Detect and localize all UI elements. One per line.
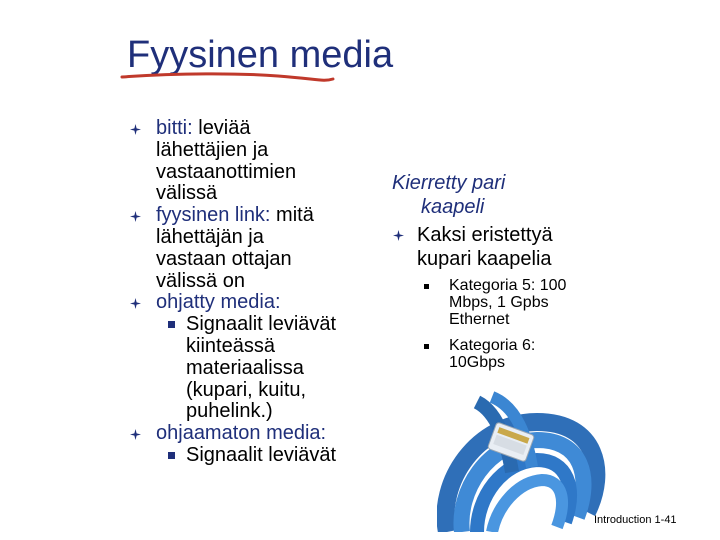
- item-text: lähettäjien ja: [156, 138, 269, 161]
- slide-title: Fyysinen media: [127, 34, 394, 76]
- twisted-pair-heading: [392, 171, 608, 219]
- item-text: vastaanottimien: [156, 160, 297, 183]
- category-text: Mbps, 1 Gpbs: [449, 294, 549, 311]
- category-text: Kategoria 6:: [449, 337, 536, 354]
- diamond-bullet-icon: [130, 211, 141, 222]
- heading-line: kaapeli: [421, 196, 485, 218]
- heading-line: Kierretty pari: [392, 172, 506, 194]
- category-text: Kategoria 5: 100: [449, 277, 567, 294]
- category-text: 10Gbps: [449, 354, 506, 371]
- list-item: [130, 205, 390, 292]
- term-ohjatty-media: ohjatty media:: [156, 291, 281, 314]
- sub-list-item: [130, 314, 390, 423]
- twisted-pair-section: [388, 171, 608, 380]
- term-fyysinen-link: fyysinen link:: [156, 204, 271, 227]
- item-text: vastaan ottajan: [156, 247, 292, 270]
- category-list: [388, 277, 608, 371]
- sub-list-item: [130, 445, 390, 467]
- item-text: välissä: [156, 182, 218, 205]
- term-bitti: bitti:: [156, 117, 193, 139]
- title-underline: [118, 70, 338, 84]
- category-text: Ethernet: [449, 311, 510, 328]
- item-text: kupari kaapelia: [417, 248, 552, 270]
- square-bullet-icon: [424, 344, 429, 349]
- diamond-bullet-icon: [130, 124, 141, 135]
- left-bullet-list: [130, 118, 390, 467]
- sub-item-text: puhelink.): [186, 400, 273, 423]
- item-text: välissä on: [156, 269, 245, 292]
- sub-item-text: materiaalissa: [186, 356, 304, 379]
- list-item: [130, 423, 390, 445]
- list-item: [130, 292, 390, 314]
- square-bullet-icon: [168, 321, 175, 328]
- sub-item-text: Signaalit leviävät: [186, 313, 337, 336]
- slide-footer: Introduction 1-41: [594, 514, 677, 526]
- diamond-bullet-icon: [130, 298, 141, 309]
- item-text: Kaksi eristettyä: [417, 224, 553, 246]
- item-text: leviää: [192, 117, 251, 139]
- item-text: mitä: [270, 204, 314, 227]
- sub-item-text: kiinteässä: [186, 334, 275, 357]
- diamond-bullet-icon: [130, 429, 141, 440]
- list-item: [130, 118, 390, 205]
- square-bullet-icon: [168, 452, 175, 459]
- diamond-bullet-icon: [393, 230, 404, 241]
- category-item: [424, 277, 608, 328]
- term-ohjaamaton-media: ohjaamaton media:: [156, 422, 327, 445]
- square-bullet-icon: [424, 284, 429, 289]
- list-item: [388, 223, 608, 271]
- category-item: [424, 337, 608, 371]
- item-text: lähettäjän ja: [156, 225, 264, 248]
- sub-item-text: (kupari, kuitu,: [186, 378, 307, 401]
- twisted-pair-cable-photo: [437, 382, 607, 532]
- sub-item-text: Signaalit leviävät: [186, 443, 337, 466]
